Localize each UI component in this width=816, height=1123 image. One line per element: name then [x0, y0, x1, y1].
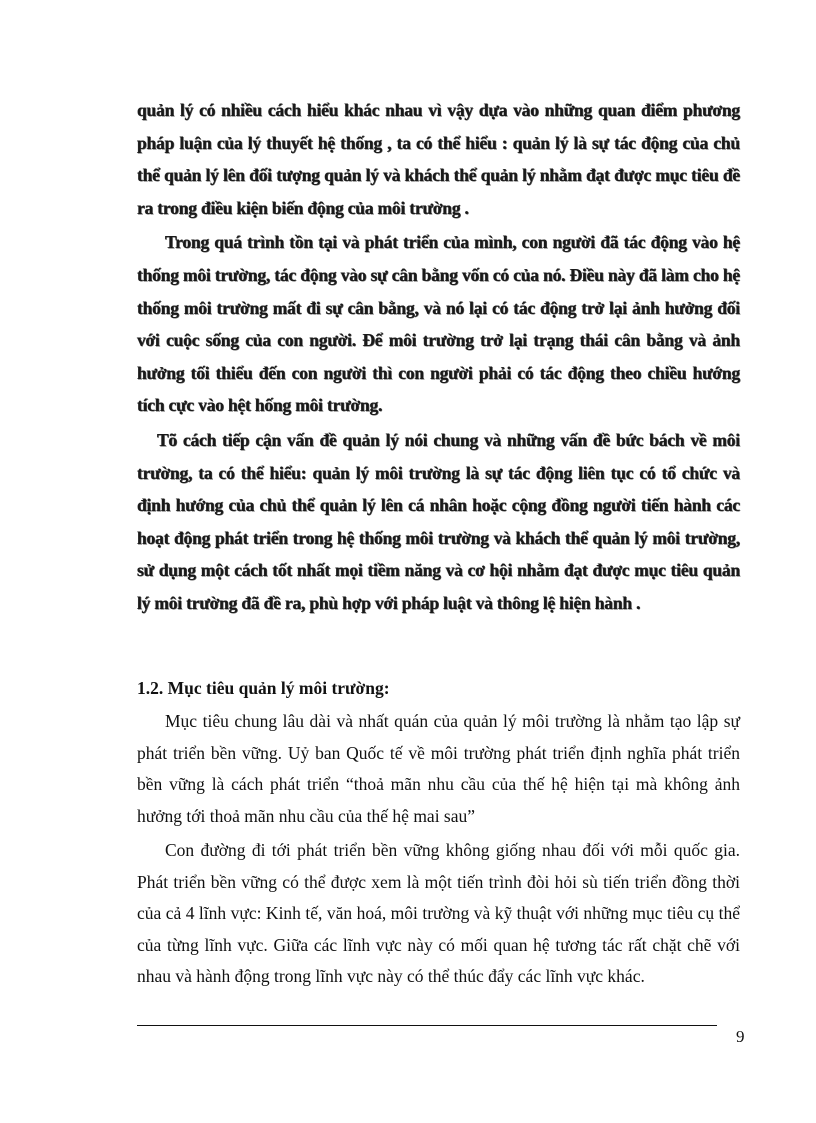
paragraph-1: quản lý có nhiều cách hiểu khác nhau vì vậy dựa vào những quan điểm phương pháp luận của lý thuyết hệ thống , ta có thể hiểu : quản lý là sự tác động của chủ thể quản lý lên đối tượng quản lý và khách thể quản lý nhằm đạt được mục tiêu đề ra trong điều kiện biến động của môi trường . [137, 100, 740, 218]
paragraph-2: Trong quá trình tồn tại và phát triển của mình, con người đã tác động vào hệ thống môi trường, tác động vào sự cân bằng vốn có của nó. Điều này đã làm cho hệ thống môi trường mất đi sự cân bằng, và nó lại có tác động trở lại ảnh hưởng đối với cuộc sống của con người. Để môi trường trở lại trạng thái cân bằng và ảnh hưởng tối thiểu đến con người thì con người phải có tác động theo chiều hướng tích cực vào hệt hống môi trường. [137, 232, 740, 416]
bold-text-block [137, 94, 740, 620]
section-heading: 1.2. Mục tiêu quản lý môi trường: [137, 678, 390, 698]
page-number: 9 [736, 1027, 745, 1046]
paragraph-3: Tõ cách tiếp cận vấn đề quản lý nói chung và những vấn đề bức bách về môi trường, ta có thể hiểu: quản lý môi trường là sự tác động liên tục có tổ chức và định hướng của chủ thể quản lý lên cá nhân hoặc cộng đồng người tiến hành các hoạt động phát triển trong hệ thống môi trường và khách thể quản lý môi trường, sử dụng một cách tốt nhất mọi tiềm năng và cơ hội nhằm đạt được mục tiêu quản lý môi trường đã đề ra, phù hợp với pháp luật và thông lệ hiện hành . [137, 429, 740, 613]
paragraph-5: Con đường đi tới phát triển bền vững không giống nhau đối với mỗi quốc gia. Phát triển bền vững có thể được xem là một tiến trình đòi hỏi sù tiến triển đồng thời của cả 4 lĩnh vực: Kinh tế, văn hoá, môi trường và kỹ thuật với những mục tiêu cụ thể của từng lĩnh vực. Giữa các lĩnh vực này có mối quan hệ tương tác rất chặt chẽ với nhau và hành động trong lĩnh vực này có thể thúc đẩy các lĩnh vực khác. [137, 840, 740, 986]
normal-text-block [137, 706, 740, 993]
footer-divider [137, 1025, 717, 1026]
paragraph-4: Mục tiêu chung lâu dài và nhất quán của quản lý môi trường là nhằm tạo lập sự phát triển bền vững. Uỷ ban Quốc tế về môi trường phát triển định nghĩa phát triển bền vững là cách phát triển “thoả mãn nhu cầu của thế hệ hiện tại mà không ảnh hưởng tới thoả mãn nhu cầu của thế hệ mai sau” [137, 711, 740, 826]
